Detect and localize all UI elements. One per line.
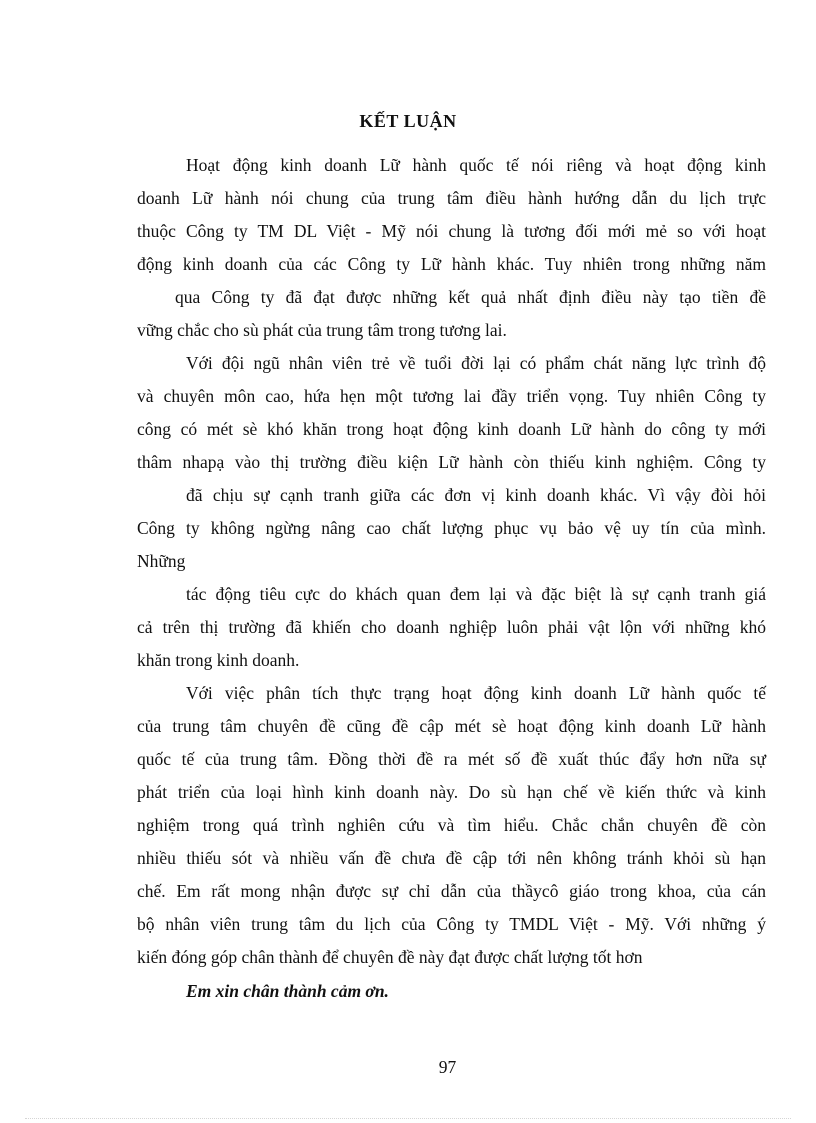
body-line: nhiều thiếu sót và nhiều vấn đề chưa đề cập tới nên không tránh khỏi sù hạn xyxy=(137,848,766,868)
body-line: qua Công ty đã đạt được những kết quả nhất định điều này tạo tiền đề xyxy=(175,287,766,307)
body-line: cả trên thị trường đã khiến cho doanh nghiệp luôn phải vật lộn với những khó xyxy=(137,617,766,637)
body-line: Hoạt động kinh doanh Lữ hành quốc tế nói riêng và hoạt động kinh xyxy=(186,155,766,175)
body-line: quốc tế của trung tâm. Đồng thời đề ra mét số đề xuất thúc đẩy hơn nữa sự xyxy=(137,749,766,769)
body-line: công có mét sè khó khăn trong hoạt động kinh doanh Lữ hành do công ty mới xyxy=(137,419,766,439)
body-line: tác động tiêu cực do khách quan đem lại và đặc biệt là sự cạnh tranh giá xyxy=(186,584,766,604)
body-line: thuộc Công ty TM DL Việt - Mỹ nói chung là tương đối mới mẻ so với hoạt xyxy=(137,221,766,241)
body-line: doanh Lữ hành nói chung của trung tâm điều hành hướng dẫn du lịch trực xyxy=(137,188,766,208)
body-line: động kinh doanh của các Công ty Lữ hành khác. Tuy nhiên trong những năm xyxy=(137,254,766,274)
body-line: của trung tâm chuyên đề cũng đề cập mét sè hoạt động kinh doanh Lữ hành xyxy=(137,716,766,736)
page-title: KẾT LUẬN xyxy=(359,111,457,131)
body-line: phát triển của loại hình kinh doanh này. Do sù hạn chế về kiến thức và kinh xyxy=(137,782,766,802)
body-line: bộ nhân viên trung tâm du lịch của Công ty TMDL Việt - Mỹ. Với những ý xyxy=(137,914,766,934)
body-line: khăn trong kinh doanh. xyxy=(137,650,300,670)
footer-divider xyxy=(25,1118,791,1119)
body-line: Với đội ngũ nhân viên trẻ về tuổi đời lại có phẩm chát năng lực trình độ xyxy=(186,353,766,373)
closing-line: Em xin chân thành cảm ơn. xyxy=(186,981,389,1001)
body-line: thâm nhapạ vào thị trường điều kiện Lữ hành còn thiếu kinh nghiệm. Công ty xyxy=(137,452,766,472)
body-line: Công ty không ngừng nâng cao chất lượng phục vụ bảo vệ uy tín của mình. xyxy=(137,518,766,538)
body-line: kiến đóng góp chân thành để chuyên đề này đạt được chất lượng tốt hơn xyxy=(137,947,643,967)
body-line: chế. Em rất mong nhận được sự chỉ dẫn của thầycô giáo trong khoa, của cán xyxy=(137,881,766,901)
body-line: Những xyxy=(137,551,186,571)
body-line: nghiệm trong quá trình nghiên cứu và tìm hiểu. Chắc chắn chuyên đề còn xyxy=(137,815,766,835)
page-number: 97 xyxy=(438,1057,457,1077)
body-line: và chuyên môn cao, hứa hẹn một tương lai đầy triển vọng. Tuy nhiên Công ty xyxy=(137,386,766,406)
body-line: đã chịu sự cạnh tranh giữa các đơn vị kinh doanh khác. Vì vậy đòi hỏi xyxy=(186,485,766,505)
body-line: vững chắc cho sù phát của trung tâm trong tương lai. xyxy=(137,320,507,340)
body-line: Với việc phân tích thực trạng hoạt động kinh doanh Lữ hành quốc tế xyxy=(186,683,766,703)
